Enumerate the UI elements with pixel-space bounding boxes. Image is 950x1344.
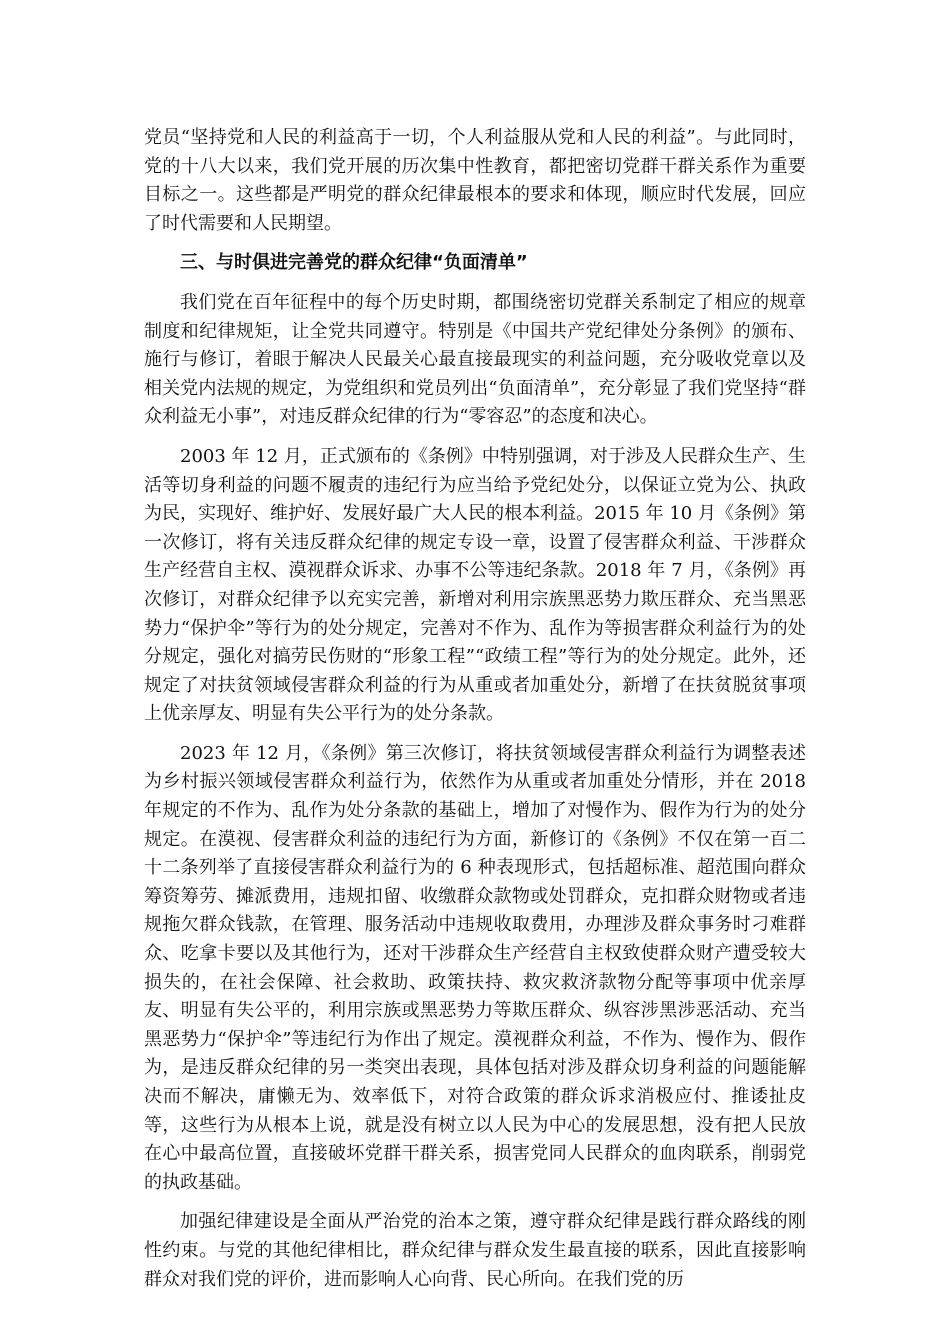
- paragraph-2003-2018-history: 2003 年 12 月，正式颁布的《条例》中特别强调，对于涉及人民群众生产、生活等切身利益的问题不履责的违纪行为应当给予党纪处分，以保证立党为公、执政为民，实现好、维护好、发展好最广大人民的根本利益。2015 年 10 月《条例》第一次修订，将有关违反群众纪律的规定专设一章，设置了侵害群众利益、干涉群众生产经营自主权、漠视群众诉求、办事不公等违纪条款。2018 年 7 月，《条例》再次修订，对群众纪律予以充实完善，新增对利用宗族黑恶势力欺压群众、充当黑恶势力“保护伞”等行为的处分规定，完善对不作为、乱作为等损害群众利益行为的处分规定，强化对搞劳民伤财的“形象工程”“政绩工程”等行为的处分规定。此外，还规定了对扶贫领域侵害群众利益的行为从重或者加重处分，新增了在扶贫脱贫事项上优亲厚友、明显有失公平行为的处分条款。: [144, 445, 806, 725]
- section-heading: 三、与时俱进完善党的群众纪律“负面清单”: [180, 252, 528, 274]
- paragraph-2023-revision: 2023 年 12 月，《条例》第三次修订，将扶贫领域侵害群众利益行为调整表述为乡村振兴领域侵害群众利益行为，依然作为从重或者加重处分情形，并在 2018 年规定的不作为、乱作为处分条款的基础上，增加了对慢作为、假作为行为的处分规定。在漠视、侵害群众利益的违纪行为方面，新修订的《条例》不仅在第一百二十二条列举了直接侵害群众利益行为的 6 种表现形式，包括超标准、超范围向群众筹资筹劳、摊派费用，违规扣留、收缴群众款物或处罚群众，克扣群众财物或者违规拖欠群众钱款，在管理、服务活动中违规收取费用，办理涉及群众事务时刁难群众、吃拿卡要以及其他行为，还对干涉群众生产经营自主权致使群众财产遭受较大损失的，在社会保障、社会救助、政策扶持、救灾救济款物分配等事项中优亲厚友、明显有失公平的，利用宗族或黑恶势力等欺压群众、纵容涉黑涉恶活动、充当黑恶势力“保护伞”等违纪行为作出了规定。漠视群众利益，不作为、慢作为、假作为，是违反群众纪律的另一类突出表现，具体包括对涉及群众切身利益的问题能解决而不解决，庸懒无为、效率低下，对符合政策的群众诉求消极应付、推诿扯皮等，这些行为从根本上说，就是没有树立以人民为中心的发展思想，没有把人民放在心中最高位置，直接破坏党群干群关系，损害党同人民群众的血肉联系，削弱党的执政基础。: [144, 742, 806, 1193]
- document-body: [144, 124, 806, 1305]
- paragraph-continuation: 党员“坚持党和人民的利益高于一切，个人利益服从党和人民的利益”。与此同时，党的十八大以来，我们党开展的历次集中性教育，都把密切党群干群关系作为重要目标之一。这些都是严明党的群众纪律最根本的要求和体现，顺应时代发展，回应了时代需要和人民期望。: [144, 127, 806, 234]
- paragraph-discipline-building: 加强纪律建设是全面从严治党的治本之策，遵守群众纪律是践行群众路线的刚性约束。与党的其他纪律相比，群众纪律与群众发生最直接的联系，因此直接影响群众对我们党的评价，进而影响人心向背、民心所向。在我们党的历: [144, 1211, 806, 1290]
- paragraph-regulations-intro: 我们党在百年征程中的每个历史时期，都围绕密切党群关系制定了相应的规章制度和纪律规矩，让全党共同遵守。特别是《中国共产党纪律处分条例》的颁布、施行与修订，着眼于解决人民最关心最直接最现实的利益问题，充分吸收党章以及相关党内法规的规定，为党组织和党员列出“负面清单”，充分彰显了我们党坚持“群众利益无小事”，对违反群众纪律的行为“零容忍”的态度和决心。: [144, 291, 806, 428]
